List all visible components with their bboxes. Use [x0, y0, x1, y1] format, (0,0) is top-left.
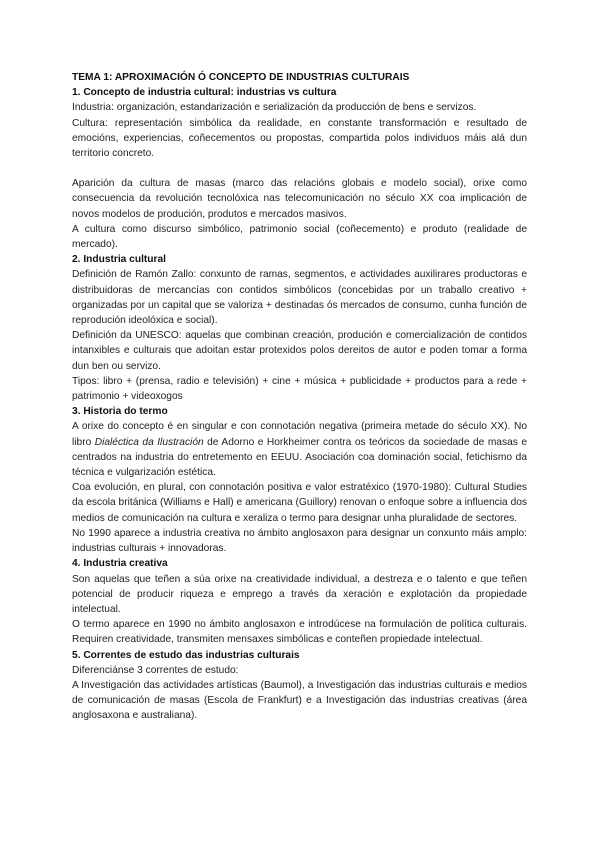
paragraph: Aparición da cultura de masas (marco das relacións globais e modelo social), orixe como consecuencia da revolución tecnolóxica nas telecomunicación no século XX coa implicación de novos modelos de produción, produtos e mercados masivos.: [72, 178, 527, 220]
paragraph: Son aquelas que teñen a súa orixe na creatividade individual, a destreza e o talento e que teñen potencial de producir riqueza e emprego a través da xeración e explotación da propiedade intelectual.: [72, 573, 527, 615]
paragraph: Diferenciánse 3 correntes de estudo:: [72, 664, 239, 676]
section-heading-5: 5. Correntes de estudo das industrias culturais: [72, 649, 300, 661]
paragraph: Definición da UNESCO: aquelas que combinan creación, produción e comercialización de contidos intanxibles e culturais que adoitan estar protexidos polos dereitos de autor e poden tomar a forma dun ben ou servizo.: [72, 330, 527, 372]
section-heading-1: 1. Concepto de industria cultural: industrias vs cultura: [72, 87, 337, 99]
paragraph: Industria: organización, estandarización e serialización da producción de bens e servizos.: [72, 102, 477, 114]
paragraph: [72, 419, 527, 480]
paragraph: Coa evolución, en plural, con connotación positiva e valor estratéxico (1970-1980): Cultural Studies da escola británica (Williams e Hall) e americana (Guillory) renovan o enfoque sobre a influencia dos medios de comunicación na cultura e xeraliza o termo para designar unha pluralidade de sectores.: [72, 482, 527, 524]
paragraph: Tipos: libro + (prensa, radio e televisión) + cine + música + publicidade + productos para a rede + patrimonio + videoxogos: [72, 375, 527, 403]
paragraph: A Investigación das actividades artísticas (Baumol), a Investigación das industrias culturais e medios de comunicación de masas (Escola de Frankfurt) e a Investigación das industrias creativas (área anglosaxona e australiana).: [72, 679, 527, 722]
section-heading-2: 2. Industria cultural: [72, 254, 166, 266]
paragraph: Definición de Ramón Zallo: conxunto de ramas, segmentos, e actividades auxilirares productoras e distribuidoras de mercancías con contidos simbólicos (concebidas por un traballo creativo + organizadas por un capital que se valoriza + destinadas ós mercados de consumo, cunha función de reprodución ideolóxica e social).: [72, 269, 527, 327]
text-run: A orixe do concepto é en singular e con connotación negativa (primeira metade do século XX). No libro: [72, 421, 527, 448]
section-heading-4: 4. Industria creativa: [72, 558, 168, 570]
document-title: TEMA 1: APROXIMACIÓN Ó CONCEPTO DE INDUSTRIAS CULTURAIS: [72, 72, 410, 83]
paragraph: O termo aparece en 1990 no ámbito anglosaxon e introdúcese na formulación de política culturais. Requiren creatividade, transmiten mensaxes simbólicas e conteñen propiedade intelectual.: [72, 619, 527, 646]
text-run: de Adorno e Horkheimer contra os teóricos da sociedade de masas e centrados na industria do entretemento en EEUU. Asociación coa dominación social, fetichismo da técnica e vulgarización estética.: [72, 436, 527, 479]
paragraph: Cultura: representación simbólica da realidade, en constante transformación e resultado de emocións, experiencias, coñecementos ou propostas, compartida polos individuos máis alá dun territorio concreto.: [72, 117, 527, 160]
document-page: [72, 70, 527, 724]
spacer: [72, 161, 527, 176]
section-heading-3: 3. Historia do termo: [72, 406, 168, 418]
paragraph: A cultura como discurso simbólico, patrimonio social (coñecemento) e produto (realidade de mercado).: [72, 223, 527, 251]
paragraph: No 1990 aparece a industria creativa no ámbito anglosaxon para designar un conxunto máis amplo: industrias culturais + innovadoras.: [72, 527, 527, 555]
book-title: Dialéctica da Ilustración: [94, 436, 204, 448]
